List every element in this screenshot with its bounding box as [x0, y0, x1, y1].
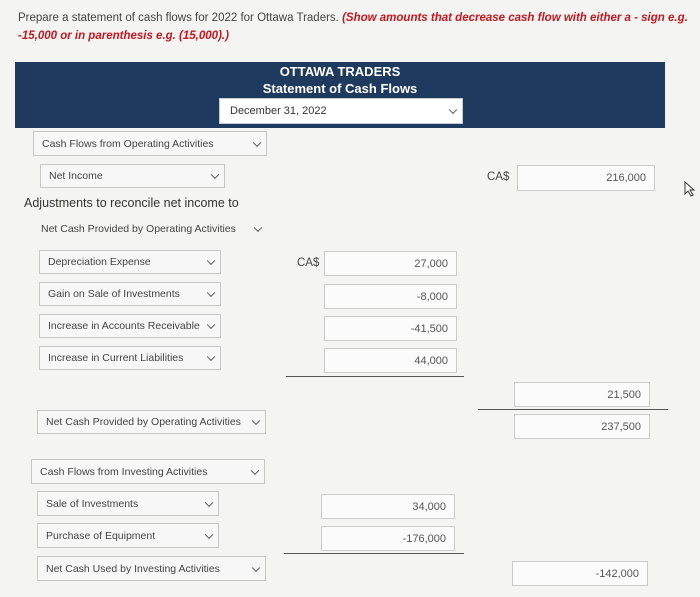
instructions — [18, 9, 698, 45]
chevron-down-icon — [252, 563, 260, 571]
adjustment-select-2[interactable] — [39, 282, 221, 306]
adjustment-select-4[interactable] — [39, 346, 221, 370]
adjustment-input-4[interactable] — [324, 348, 457, 373]
adjustment-value: -41,500 — [410, 322, 448, 335]
chevron-down-icon — [253, 138, 261, 146]
operating-total-input[interactable] — [514, 414, 650, 439]
instruction-note-line2: -15,000 or in parenthesis e.g. (15,000).) — [18, 30, 229, 42]
chevron-down-icon — [207, 289, 215, 297]
investing-input-2[interactable] — [321, 526, 455, 551]
chevron-down-icon — [254, 224, 262, 232]
adjustment-label: Depreciation Expense — [48, 256, 151, 268]
currency-label-adjustments: CA$ — [297, 257, 320, 269]
investing-section-label: Cash Flows from Investing Activities — [40, 465, 208, 478]
investing-item-label: Sale of Investments — [46, 497, 139, 510]
instruction-text: Prepare a statement of cash flows for 2022 for Ottawa Traders. — [18, 12, 339, 24]
operating-section-select[interactable] — [33, 131, 267, 156]
investing-total-label: Net Cash Used by Investing Activities — [46, 562, 220, 575]
net-income-value: 216,000 — [606, 172, 646, 184]
company-name: OTTAWA TRADERS — [279, 64, 401, 79]
chevron-down-icon — [207, 353, 215, 361]
adjustment-input-2[interactable] — [324, 284, 457, 309]
chevron-down-icon — [449, 106, 457, 114]
adjustment-value: -8,000 — [416, 290, 448, 303]
adjustment-value: 44,000 — [414, 354, 448, 367]
investing-total-select[interactable] — [37, 556, 266, 581]
operating-total-label: Net Cash Provided by Operating Activities — [46, 416, 241, 428]
net-income-input[interactable] — [517, 165, 655, 191]
chevron-down-icon — [207, 321, 215, 329]
operating-section-label: Cash Flows from Operating Activities — [42, 137, 214, 150]
statement-title: Statement of Cash Flows — [262, 81, 418, 96]
adjustment-input-3[interactable] — [324, 316, 457, 341]
operating-total-select[interactable] — [37, 410, 266, 434]
net-provided-heading-select[interactable] — [32, 218, 268, 240]
date-select-value: December 31, 2022 — [230, 105, 327, 117]
chevron-down-icon — [205, 530, 213, 538]
investing-total-value: -142,000 — [595, 567, 639, 580]
adjustment-select-1[interactable] — [39, 250, 221, 274]
chevron-down-icon — [207, 257, 215, 265]
investing-item-label: Purchase of Equipment — [46, 529, 156, 542]
adjustment-label: Increase in Accounts Receivable — [48, 320, 200, 332]
adjustment-label: Increase in Current Liabilities — [48, 352, 184, 364]
adjustments-underline — [286, 376, 464, 377]
adjustment-value: 27,000 — [414, 257, 448, 270]
operating-total-value: 237,500 — [601, 420, 641, 433]
mouse-pointer-icon — [684, 181, 698, 197]
chevron-down-icon — [251, 466, 259, 474]
investing-total-input[interactable] — [512, 561, 648, 586]
date-select[interactable] — [219, 98, 463, 124]
total-adjustments-input[interactable] — [514, 382, 650, 407]
total-adjustments-underline — [478, 409, 668, 410]
chevron-down-icon — [252, 417, 260, 425]
net-provided-heading-label: Net Cash Provided by Operating Activities — [41, 223, 236, 235]
investing-input-1[interactable] — [321, 494, 455, 519]
investing-section-select[interactable] — [31, 459, 265, 484]
adjustment-select-3[interactable] — [39, 314, 221, 338]
adjustment-input-1[interactable] — [324, 251, 457, 276]
investing-select-2[interactable] — [37, 523, 219, 548]
investing-select-1[interactable] — [37, 491, 219, 516]
instruction-note-line1: (Show amounts that decrease cash flow with either a - sign e.g. — [342, 12, 688, 24]
net-income-label: Net Income — [49, 170, 103, 182]
chevron-down-icon — [211, 171, 219, 179]
investing-item-value: -176,000 — [402, 532, 446, 545]
investing-item-value: 34,000 — [412, 500, 446, 513]
adjustment-label: Gain on Sale of Investments — [48, 288, 180, 300]
currency-label-netincome: CA$ — [487, 171, 510, 183]
total-adjustments-value: 21,500 — [607, 388, 641, 401]
net-income-select[interactable] — [40, 164, 225, 188]
chevron-down-icon — [205, 498, 213, 506]
adjustments-label: Adjustments to reconcile net income to — [24, 196, 239, 210]
investing-underline — [284, 553, 464, 554]
